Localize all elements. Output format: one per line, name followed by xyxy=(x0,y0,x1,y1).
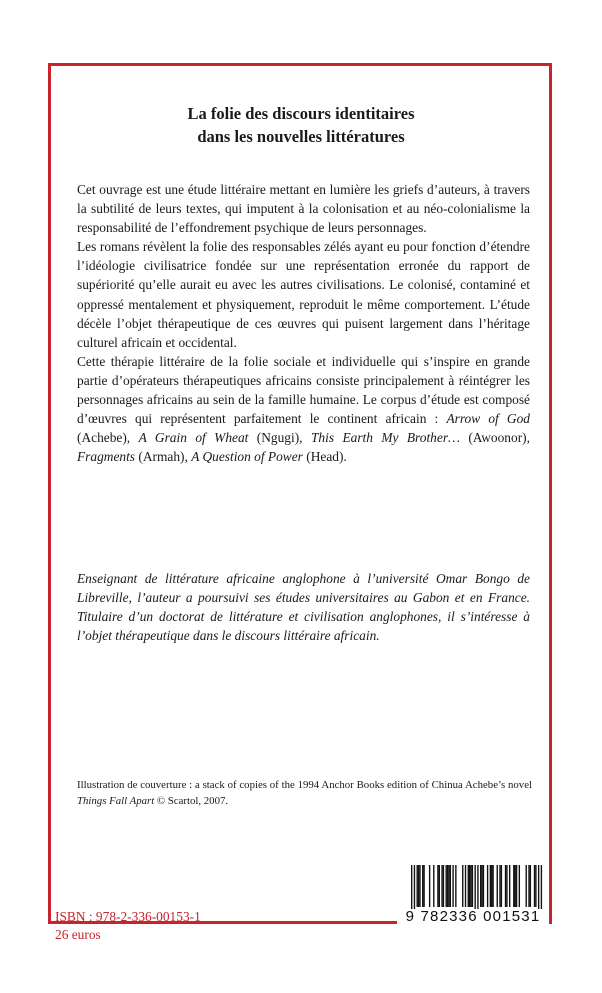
barcode-bar xyxy=(455,865,456,907)
barcode-bar xyxy=(515,865,516,907)
barcode-bar xyxy=(513,865,514,907)
barcode-bar xyxy=(417,865,418,907)
work-author-ngugi: (Ngugi), xyxy=(248,430,311,446)
book-description xyxy=(77,180,530,466)
author-biography: Enseignant de littérature africaine anglophone à l’université Omar Bongo de Libreville, l’auteur a poursuivi ses études universitaires au Gabon et en France. Titulaire d’un doctorat de littérature et civilisation anglophones, il s’intéresse à l’objet thérapeutique dans le discours littéraire africain. xyxy=(77,571,530,644)
barcode-bar xyxy=(465,865,466,907)
barcode-bar xyxy=(526,865,527,907)
barcode xyxy=(397,865,549,925)
barcode-bar xyxy=(422,865,423,907)
barcode-bar xyxy=(443,865,444,907)
barcode-bar xyxy=(501,865,502,907)
title-line-1: La folie des discours identitaires xyxy=(187,104,415,123)
barcode-bar xyxy=(541,865,542,909)
barcode-bar xyxy=(468,865,469,907)
barcode-bar xyxy=(414,865,415,909)
credit-text-before: Illustration de couverture : a stack of copies of the 1994 Anchor Books edition of Chinua Achebe’s novel xyxy=(77,779,532,791)
barcode-bar xyxy=(490,865,491,907)
isbn-price-block xyxy=(55,908,201,944)
credit-text-after: © Scartol, 2007. xyxy=(154,795,229,807)
price: 26 euros xyxy=(55,927,101,942)
barcode-digits: 9 782336 001531 xyxy=(405,908,541,925)
work-title-fragments: Fragments xyxy=(77,449,136,465)
barcode-bar xyxy=(516,865,517,907)
cover-illustration-credit xyxy=(77,777,532,809)
credit-book-title: Things Fall Apart xyxy=(77,795,155,807)
barcode-bar xyxy=(534,865,535,907)
barcode-bar xyxy=(528,865,529,907)
barcode-bar xyxy=(448,865,449,907)
barcode-bar xyxy=(447,865,448,907)
barcode-bar xyxy=(474,865,475,909)
barcode-bar xyxy=(497,865,498,907)
barcode-bar xyxy=(530,865,531,907)
work-title-a-question-of-power: A Question of Power xyxy=(191,449,303,465)
work-author-achebe: (Achebe), xyxy=(77,430,139,446)
description-paragraph-1: Cet ouvrage est une étude littéraire mettant en lumière les griefs d’auteurs, à travers la subtilité de leurs textes, qui imputent à la colonisation et au néo-colonialisme la responsabilité de l’effondrement psychique de leurs personnages. xyxy=(77,182,530,236)
title-line-2: dans les nouvelles littératures xyxy=(197,127,405,146)
barcode-bar xyxy=(411,865,412,909)
work-author-armah: (Armah), xyxy=(135,449,192,465)
work-title-arrow-of-god: Arrow of God xyxy=(446,411,530,427)
barcode-bar xyxy=(452,865,453,907)
work-title-a-grain-of-wheat: A Grain of Wheat xyxy=(138,430,249,446)
barcode-bar xyxy=(418,865,419,907)
barcode-bar xyxy=(472,865,473,907)
barcode-bar xyxy=(483,865,484,907)
barcode-bars xyxy=(397,865,549,909)
barcode-bar xyxy=(433,865,434,907)
work-title-this-earth-my-brother: This Earth My Brother… xyxy=(310,430,460,446)
barcode-bar xyxy=(450,865,451,907)
barcode-bar xyxy=(419,865,420,907)
barcode-bar xyxy=(477,865,478,909)
barcode-bar xyxy=(470,865,471,907)
barcode-bar xyxy=(509,865,510,907)
barcode-bar xyxy=(505,865,506,907)
barcode-bar xyxy=(437,865,438,907)
book-title xyxy=(0,102,602,148)
barcode-bar xyxy=(487,865,488,907)
work-author-awoonor: (Awoonor), xyxy=(459,430,530,446)
isbn-number: ISBN : 978-2-336-00153-1 xyxy=(55,909,201,924)
barcode-bar xyxy=(441,865,442,907)
work-author-head: (Head). xyxy=(302,449,347,465)
barcode-bar xyxy=(535,865,536,907)
barcode-bar xyxy=(519,865,520,907)
description-paragraph-3 xyxy=(77,352,530,467)
barcode-bar xyxy=(429,865,430,907)
barcode-bar xyxy=(506,865,507,907)
barcode-bar xyxy=(481,865,482,907)
barcode-bar xyxy=(446,865,447,907)
corpus-intro: Cette thérapie littéraire de la folie sociale et individuelle qui s’inspire en grande partie d’opérateurs thérapeutiques africains consiste principalement à réintégrer les personnages africains au sein de la famille humaine. Le corpus d’étude est composé d’œuvres qui représentent parfaitement le continent africain : xyxy=(77,353,530,427)
description-paragraph-2: Les romans révèlent la folie des responsables zélés ayant eu pour fonction d’étendre l’idéologie civilisatrice fondée sur une représentation erronée du rapport de supériorité qu’elle aurait eu avec les autres civilisations. Le colonisé, contaminé et oppressé mentalement et physiquement, reproduit le même comportement. L’étude décèle l’objet thérapeutique de ces œuvres qui puisent largement dans l’héritage culturel africain et occidental. xyxy=(77,239,530,350)
barcode-bar xyxy=(492,865,493,907)
barcode-bar xyxy=(491,865,492,907)
barcode-bar xyxy=(423,865,424,907)
barcode-bar xyxy=(462,865,463,907)
barcode-bar xyxy=(480,865,481,907)
barcode-bar xyxy=(538,865,539,909)
barcode-bar xyxy=(439,865,440,907)
barcode-bar xyxy=(499,865,500,907)
barcode-bar xyxy=(469,865,470,907)
